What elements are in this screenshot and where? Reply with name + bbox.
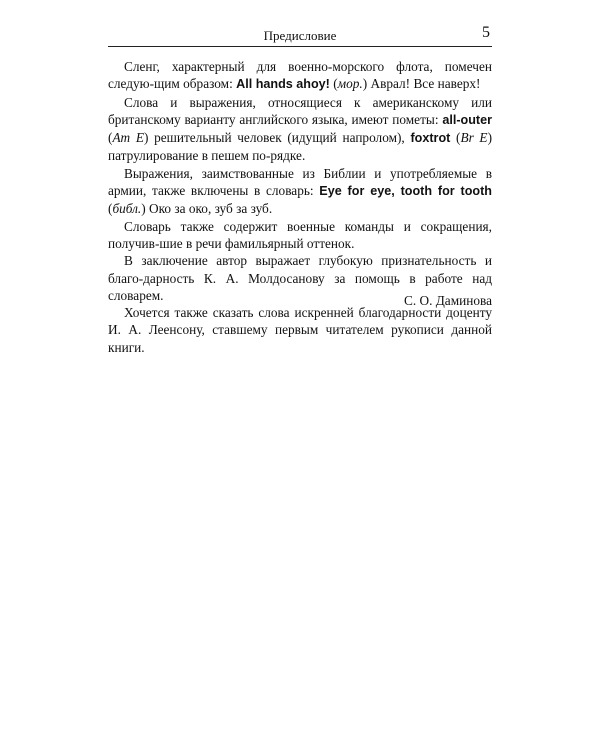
text: ( [108,130,113,146]
text: ) решительный человек (идущий напролом), [143,130,411,146]
text: Словарь также содержит военные команды и сокращения, получив-шие в речи фамильярный оттенок. [108,218,492,251]
text: Слова и выражения, относящиеся к американскому или британскому варианту английского языка, имеют пометы: [108,94,492,127]
example-term: Eye for eye, tooth for tooth [319,184,492,199]
header-title: Предисловие [263,28,337,43]
text: Выражения, заимствованные из Библии и употребляемые в армии, также включены в словарь: [108,165,492,199]
example-term: foxtrot [410,131,451,146]
text: Сленг, характерный для военно-морского флота, помечен следую-щим образом: [108,59,492,92]
paragraph-variants [108,94,492,165]
label-abbrev: Am E [112,130,144,146]
label-abbrev: Br E [460,130,488,146]
text: ) Око за око, зуб за зуб. [141,201,273,217]
paragraph-slang [108,58,492,94]
text: ) патрулирование в пешем по-рядке. [108,130,492,164]
text: В заключение автор выражает глубокую признательность и благо-дарность К. А. Молдосанову за помощь в работе над словарем. [108,253,492,303]
preface-body [108,58,492,356]
example-term: all-outer [442,112,492,127]
label-abbrev: библ. [112,201,142,217]
running-header [108,24,492,47]
text: ( [329,76,338,92]
paragraph-gratitude [108,304,492,356]
page-number: 5 [482,24,490,41]
text: Хочется также сказать слова искренней благодарности доценту И. А. Леенсону, ставшему первым читателем рукописи данной книги. [108,305,492,355]
author-signature: С. О. Даминова [403,293,492,308]
text: ( [450,130,461,146]
label-abbrev: мор. [337,76,363,92]
text: ) Аврал! Все наверх! [362,76,481,92]
text: ( [108,201,113,217]
paragraph-commands [108,218,492,253]
paragraph-bible [108,165,492,218]
example-term: All hands ahoy! [236,77,330,92]
